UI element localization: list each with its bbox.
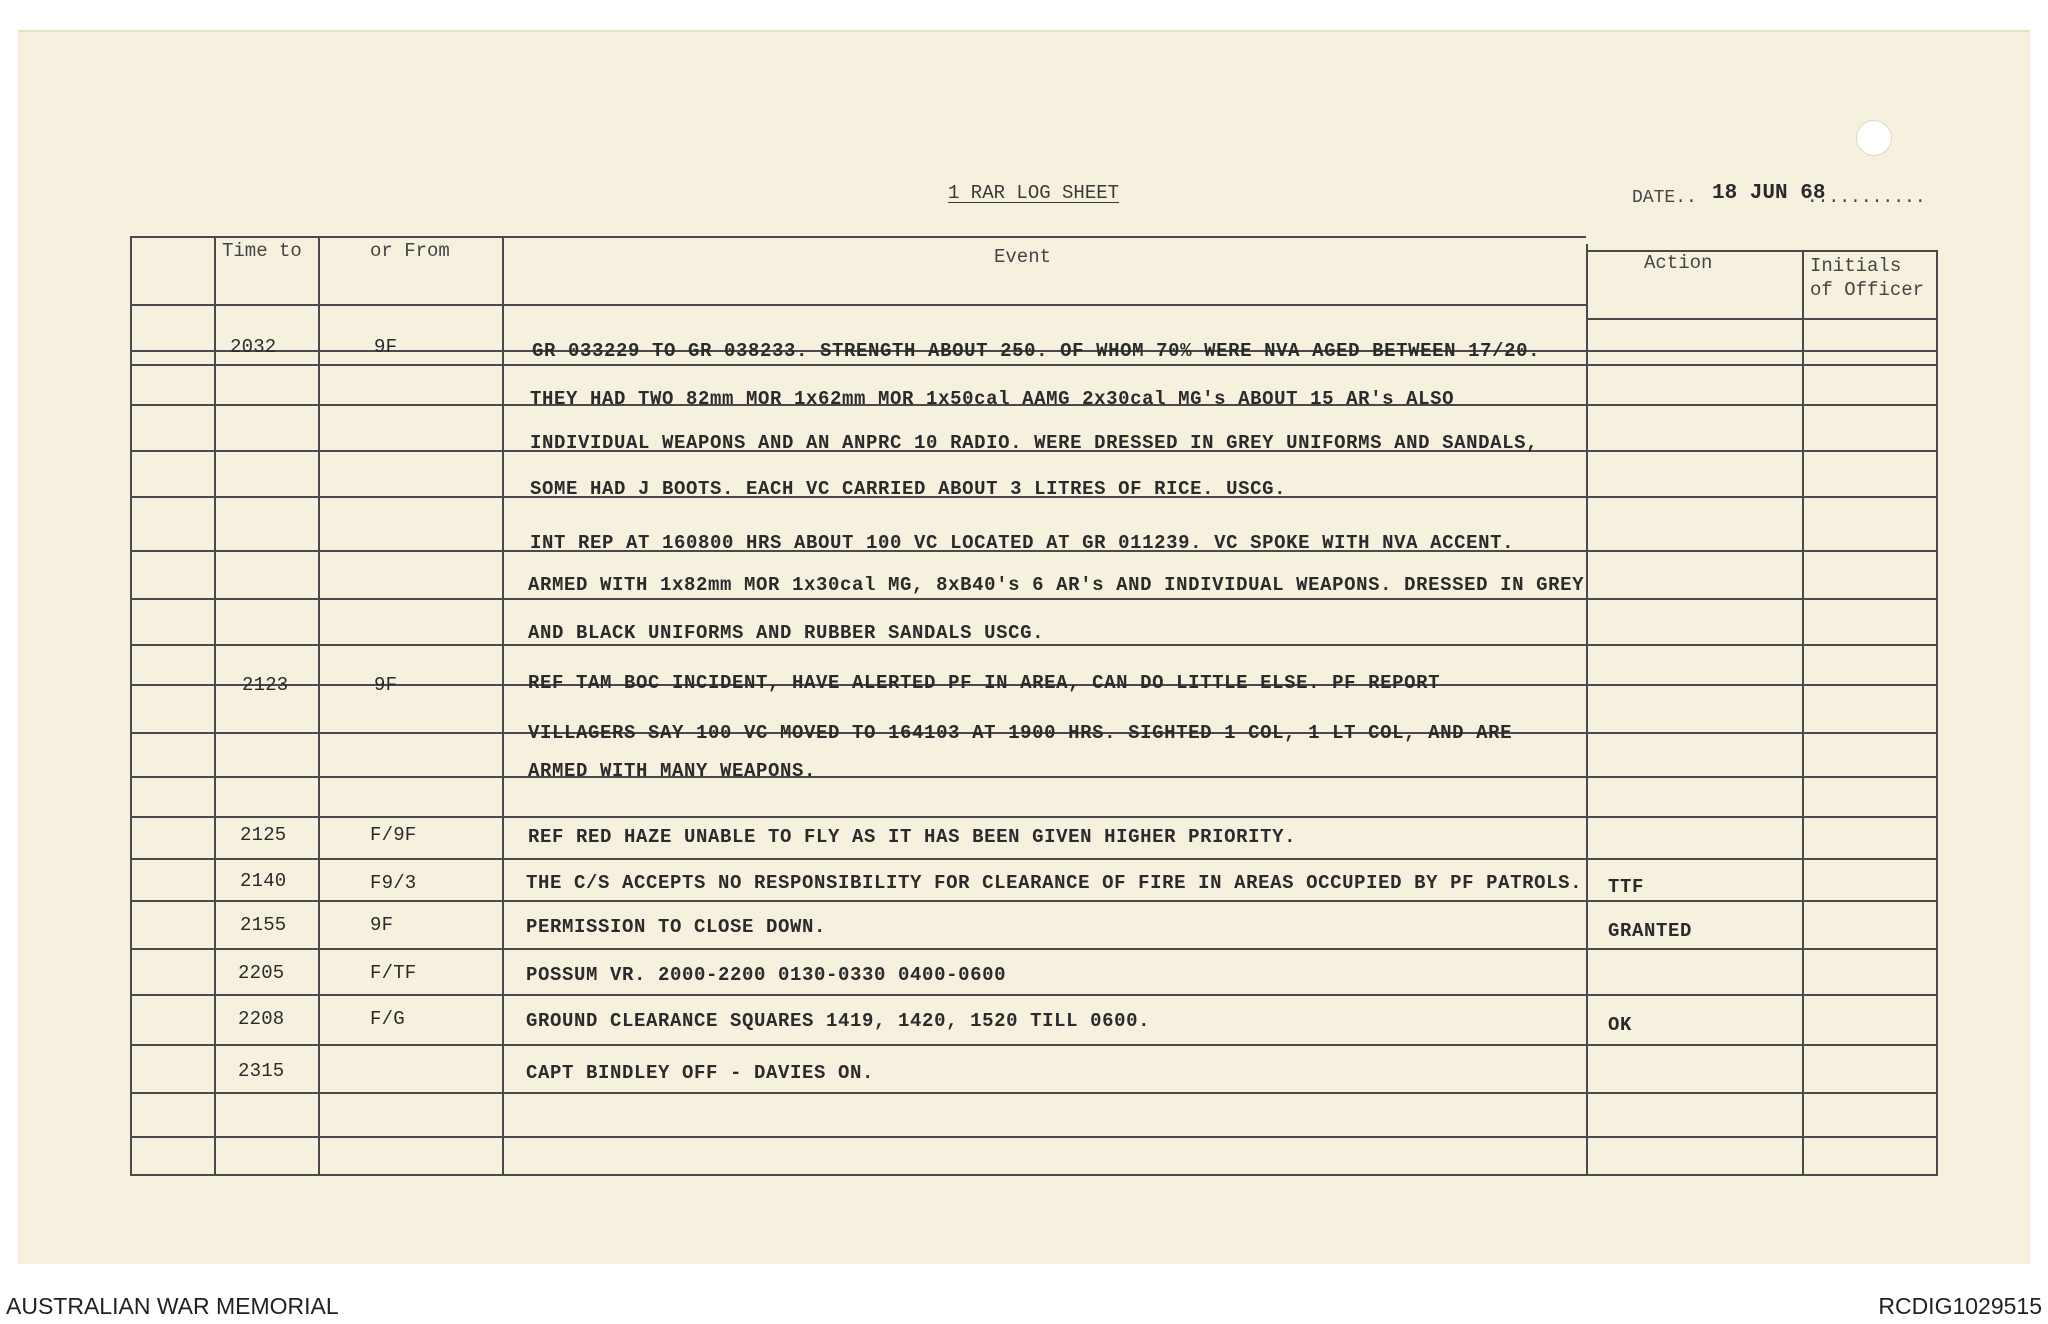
time-cell: 2205	[238, 962, 285, 984]
action-cell: GRANTED	[1608, 920, 1693, 942]
time-cell: 2032	[230, 336, 277, 358]
header-initials: Initials of Officer	[1810, 255, 1925, 301]
event-cell: THE C/S ACCEPTS NO RESPONSIBILITY FOR CLEARANCE OF FIRE IN AREAS OCCUPIED BY PF PATROLS.	[526, 872, 1583, 894]
event-cell: ARMED WITH MANY WEAPONS.	[528, 760, 817, 782]
time-cell: 2125	[240, 824, 287, 846]
event-cell: AND BLACK UNIFORMS AND RUBBER SANDALS USCG.	[528, 622, 1045, 644]
footer-id: RCDIG1029515	[1878, 1293, 2042, 1319]
from-cell: F/TF	[370, 962, 417, 984]
from-cell: 9F	[374, 674, 398, 696]
header-event: Event	[994, 246, 1052, 268]
time-cell: 2315	[238, 1060, 285, 1082]
date-label: DATE.. ...........	[1632, 188, 1926, 208]
event-cell: GR 033229 TO GR 038233. STRENGTH ABOUT 250. OF WHOM 70% WERE NVA AGED BETWEEN 17/20.	[532, 340, 1541, 362]
event-cell: GROUND CLEARANCE SQUARES 1419, 1420, 1520 TILL 0600.	[526, 1010, 1151, 1032]
from-cell: F9/3	[370, 872, 417, 894]
footer-source: AUSTRALIAN WAR MEMORIAL	[6, 1293, 339, 1319]
header-action: Action	[1644, 252, 1713, 274]
event-cell: ARMED WITH 1x82mm MOR 1x30cal MG, 8xB40's 6 AR's AND INDIVIDUAL WEAPONS. DRESSED IN GREY	[528, 574, 1585, 596]
event-cell: INT REP AT 160800 HRS ABOUT 100 VC LOCATED AT GR 011239. VC SPOKE WITH NVA ACCENT.	[530, 532, 1515, 554]
action-cell: TTF	[1608, 876, 1645, 898]
header-from: or From	[370, 240, 450, 262]
event-cell: CAPT BINDLEY OFF - DAVIES ON.	[526, 1062, 875, 1084]
time-cell: 2123	[242, 674, 289, 696]
event-cell: INDIVIDUAL WEAPONS AND AN ANPRC 10 RADIO. WERE DRESSED IN GREY UNIFORMS AND SANDALS,	[530, 432, 1539, 454]
time-cell: 2208	[238, 1008, 285, 1030]
time-cell: 2155	[240, 914, 287, 936]
from-cell: F/G	[370, 1008, 405, 1030]
event-cell: PERMISSION TO CLOSE DOWN.	[526, 916, 827, 938]
from-cell: F/9F	[370, 824, 417, 846]
punch-hole	[1856, 120, 1892, 156]
event-cell: VILLAGERS SAY 100 VC MOVED TO 164103 AT 1900 HRS. SIGHTED 1 COL, 1 LT COL, AND ARE	[528, 722, 1513, 744]
from-cell: 9F	[374, 336, 398, 358]
from-cell: 9F	[370, 914, 394, 936]
date-value: 18 JUN 68	[1712, 182, 1826, 205]
event-cell: REF TAM BOC INCIDENT, HAVE ALERTED PF IN AREA, CAN DO LITTLE ELSE. PF REPORT	[528, 672, 1441, 694]
event-cell: POSSUM VR. 2000-2200 0130-0330 0400-0600	[526, 964, 1007, 986]
event-cell: THEY HAD TWO 82mm MOR 1x62mm MOR 1x50cal AAMG 2x30cal MG's ABOUT 15 AR's ALSO	[530, 388, 1455, 410]
time-cell: 2140	[240, 870, 287, 892]
event-cell: SOME HAD J BOOTS. EACH VC CARRIED ABOUT 3 LITRES OF RICE. USCG.	[530, 478, 1287, 500]
sheet-title: 1 RAR LOG SHEET	[948, 182, 1120, 204]
log-table	[130, 236, 1938, 1176]
header-time: Time to	[222, 240, 302, 262]
action-cell: OK	[1608, 1014, 1633, 1036]
event-cell: REF RED HAZE UNABLE TO FLY AS IT HAS BEEN GIVEN HIGHER PRIORITY.	[528, 826, 1297, 848]
